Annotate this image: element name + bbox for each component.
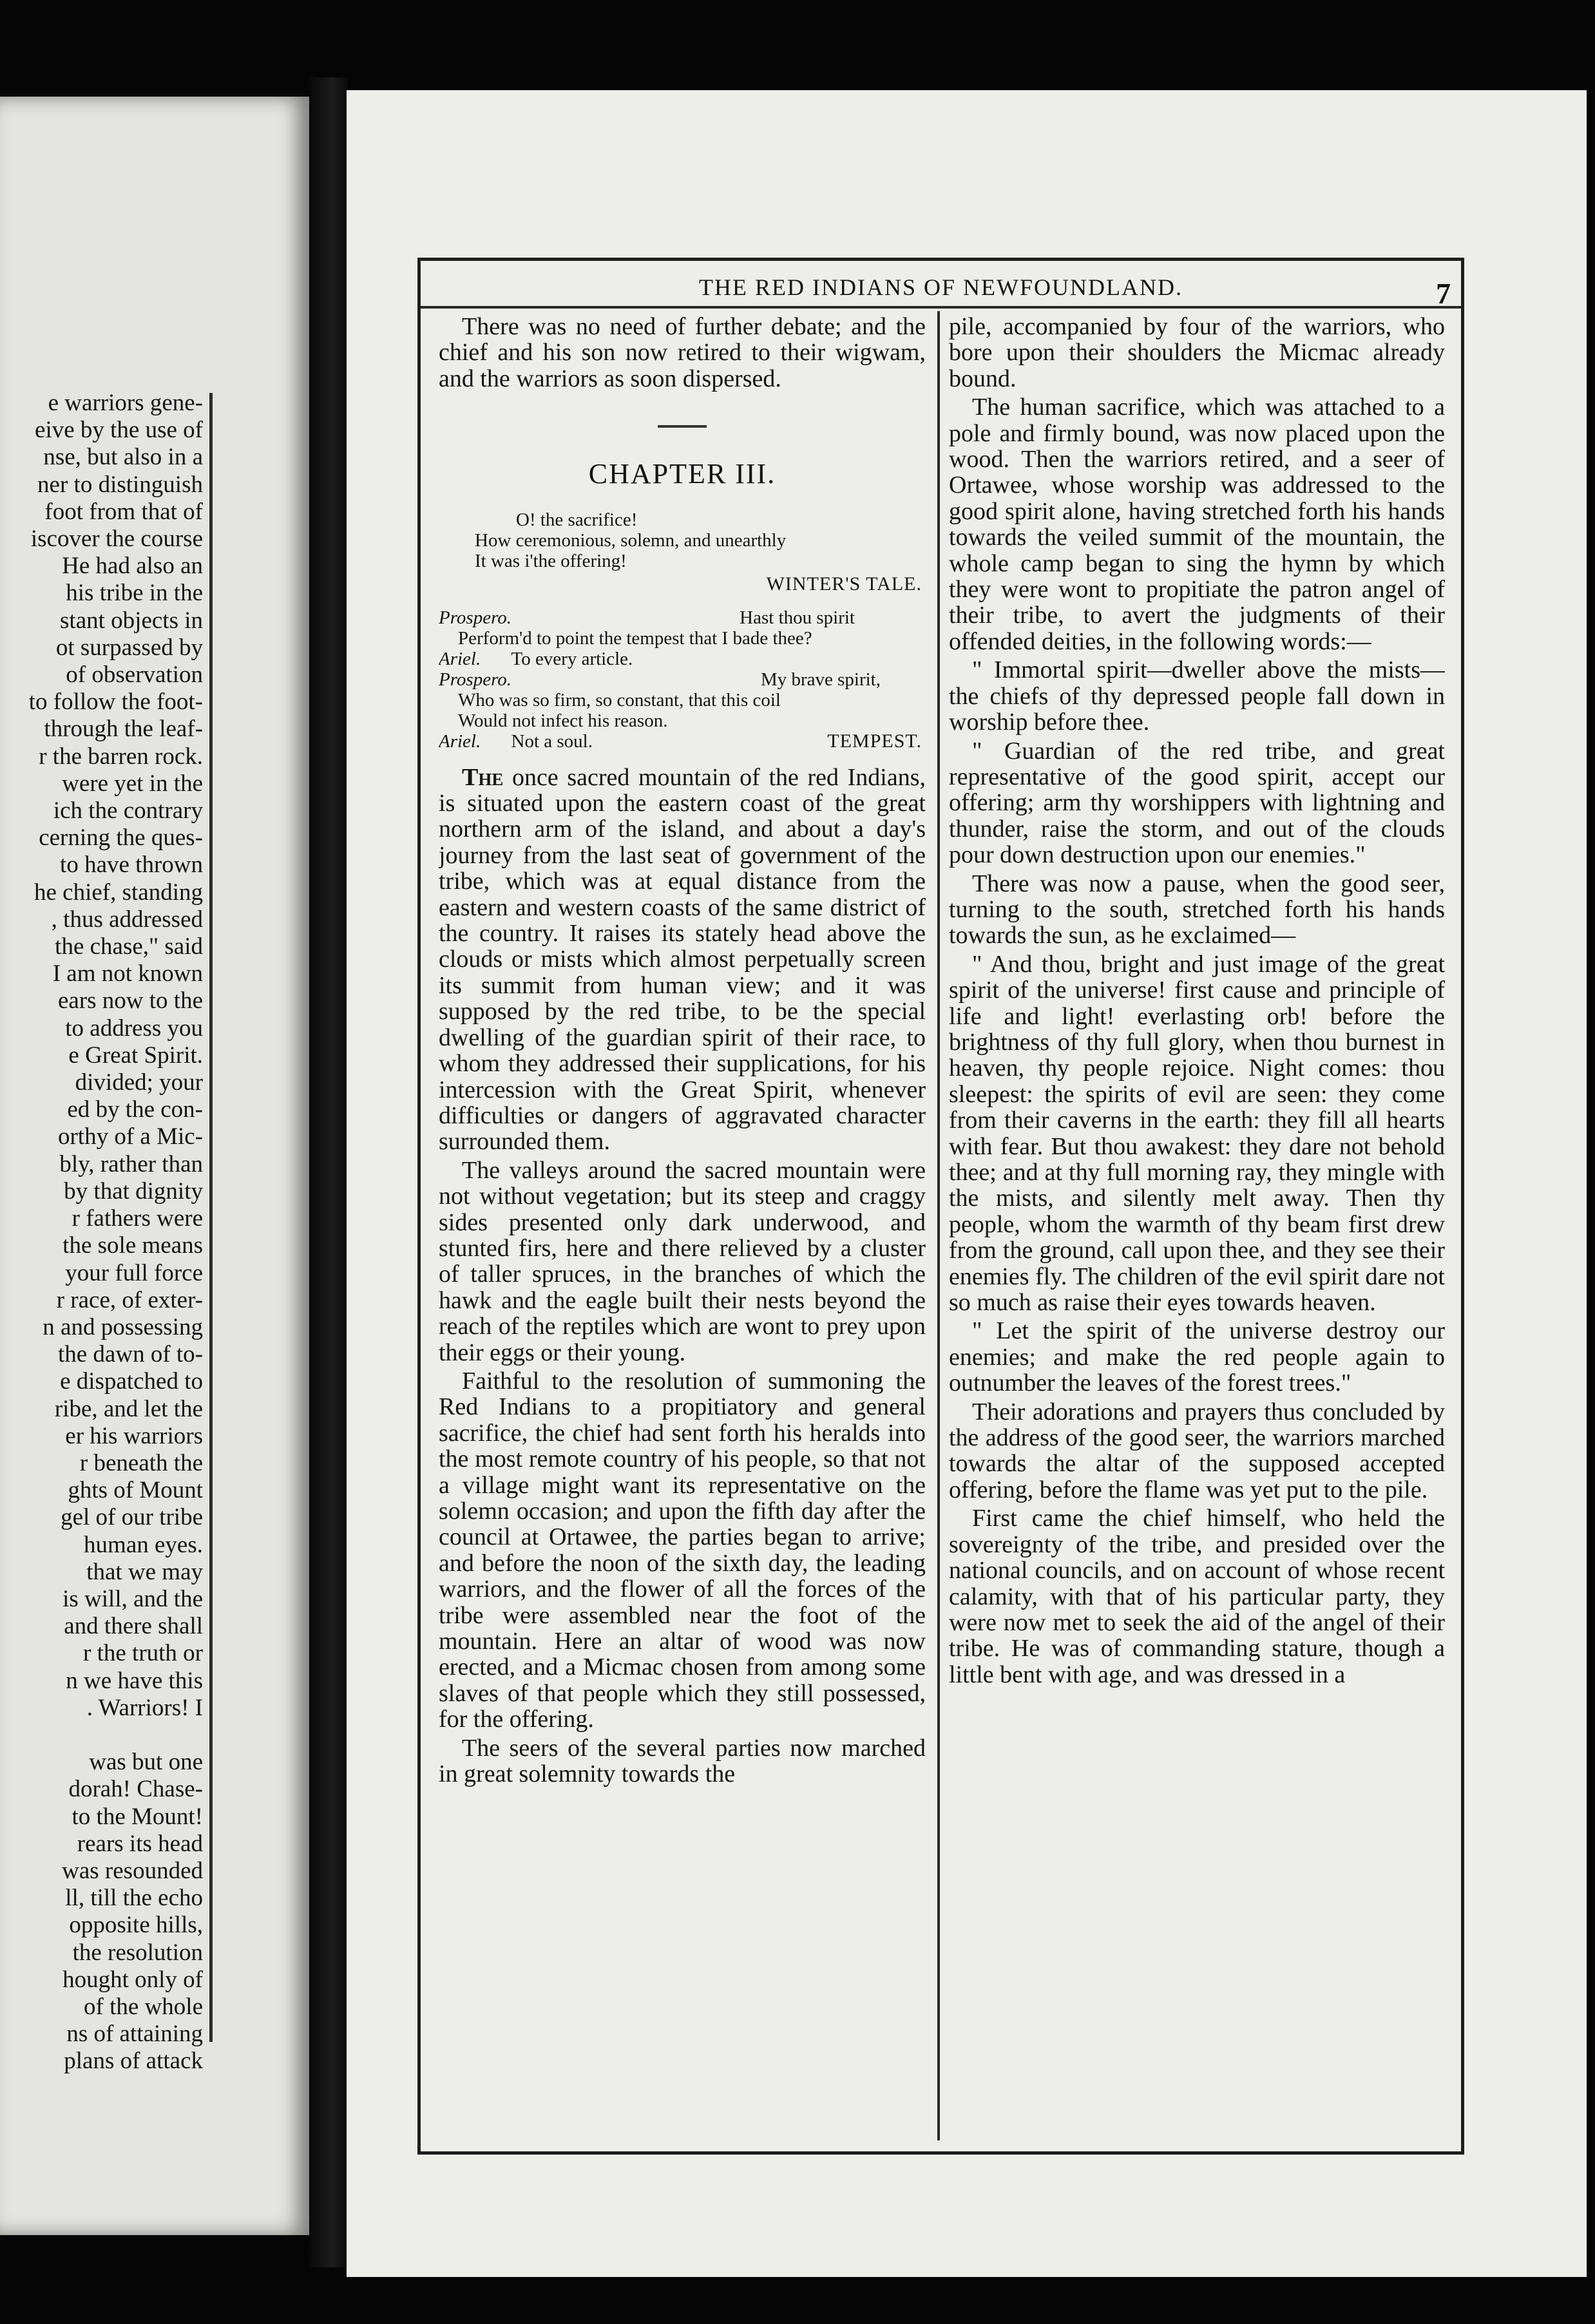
facing-page-line: hought only of: [62, 1966, 203, 1993]
facing-page-line: stant objects in: [60, 607, 203, 634]
facing-page-line: ears now to the: [57, 987, 203, 1014]
epigraph-line: O! the sacrifice!: [516, 509, 638, 530]
facing-page-line: . Warriors! I: [86, 1694, 203, 1721]
facing-page-line: to follow the foot-: [28, 689, 203, 716]
body-paragraph: There was now a pause, when the good seer, turning to the south, stretched forth his hands towards the sun, as he exclaimed—: [949, 870, 1445, 949]
facing-page-line: the resolution: [72, 1939, 203, 1966]
facing-page-line: e dispatched to: [60, 1368, 203, 1395]
facing-page-line: to have thrown: [60, 852, 203, 879]
facing-page-line: gel of our tribe: [61, 1504, 203, 1531]
facing-page-line: eive by the use of: [35, 417, 203, 444]
facing-page-line: the chase," said: [55, 933, 203, 960]
speaker-name: Prospero.: [439, 669, 512, 690]
facing-page-line: he chief, standing: [34, 879, 203, 906]
facing-page-line: r the barren rock.: [39, 743, 203, 770]
epigraph-winters-tale: [439, 510, 926, 595]
column-rule: [937, 311, 940, 2140]
facing-page-line: cerning the ques-: [39, 824, 203, 852]
epigraph-line: Who was so firm, so constant, that this coil: [458, 689, 781, 710]
facing-page-line: rears its head: [77, 1830, 203, 1857]
facing-page-line: is will, and the: [62, 1585, 203, 1612]
running-title: THE RED INDIANS OF NEWFOUNDLAND.: [699, 274, 1183, 300]
body-paragraph: Their adorations and prayers thus concluded by the address of the good seer, the warriors marched towards the altar of the supposed accepted offering, before the flame was yet put to the pile.: [949, 1398, 1445, 1503]
facing-page-line: his tribe in the: [66, 580, 203, 607]
facing-page-line: was but one: [89, 1749, 203, 1776]
body-paragraph: " Let the spirit of the universe destroy our enemies; and make the red people again to outnumber the leaves of the forest trees.": [949, 1317, 1445, 1397]
page-number: 7: [1436, 277, 1452, 310]
epigraph-line: [439, 731, 926, 752]
epigraph-source: WINTER'S TALE.: [766, 573, 922, 595]
body-paragraph: " And thou, bright and just image of the great spirit of the universe! first cause and principle of life and light! everlasting orb! before the brightness of thy full glory, when thou burnest in heaven, thy people rejoice. Night comes: thou sleepest: the spirits of evil are seen: they come from their caverns in the earth: they fill all hearts with fear. But thou awakest: they dare not behold thee; and at thy full morning ray, they mingle with the mists, and silently melt away. Then thy people, whom the warmth of thy beam first drew from the ground, call upon thee, and they see their enemies fly. The children of the evil spirit dare not so much as raise their eyes towards heaven.: [949, 950, 1445, 1317]
facing-page-line: your full force: [65, 1259, 203, 1286]
facing-page-fragment: [0, 97, 309, 2235]
facing-page-line: , thus addressed: [51, 906, 203, 933]
facing-page-line: ll, till the echo: [65, 1885, 203, 1912]
facing-page-line: r race, of exter-: [56, 1286, 203, 1313]
epigraph-line: It was i'the offering!: [475, 550, 627, 571]
facing-page-line: dorah! Chase-: [68, 1776, 203, 1803]
epigraph-source: TEMPEST.: [827, 730, 922, 752]
facing-page-line: to the Mount!: [72, 1803, 203, 1830]
book-gutter: [309, 77, 348, 2267]
facing-page-line: human eyes.: [84, 1531, 203, 1558]
speech-text: Not a soul.: [511, 730, 593, 752]
facing-page-line: were yet in the: [62, 770, 203, 797]
facing-page-line: ed by the con-: [67, 1096, 203, 1123]
facing-page-line: ner to distinguish: [37, 471, 203, 498]
speaker-name: Ariel.: [439, 648, 481, 669]
facing-page-line: by that dignity: [64, 1177, 203, 1205]
body-paragraph: Faithful to the resolution of summoning the Red Indians to a propitiatory and general sacrifice, the chief had sent forth his heralds into the most remote country of his people, so that not a village might want its representative on the solemn occasion; and upon the fifth day after the council at Ortawee, the parties began to arrive; and before the noon of the sixth day, the leading warriors, and the flower of all the forces of the tribe were assembled near the foot of the mountain. Here an altar of wood was now erected, and a Micmac chosen from among some slaves of that people which they still possessed, for the offering.: [439, 1367, 926, 1733]
facing-page-line: that we may: [86, 1558, 203, 1585]
facing-page-line: n we have this: [66, 1667, 203, 1694]
facing-page-line: divided; your: [75, 1069, 203, 1096]
facing-page-line: plans of attack: [64, 2048, 203, 2075]
body-paragraph: The seers of the several parties now marched in great solemnity towards the: [439, 1734, 926, 1788]
body-paragraph: " Guardian of the red tribe, and great representative of the good spirit, accept our offering; arm thy worshippers with lightning and thunder, raise the storm, and out of the clouds pour down destruction upon our enemies.": [949, 737, 1445, 869]
facing-page-line: nse, but also in a: [43, 444, 203, 471]
facing-page-line: through the leaf-: [44, 716, 203, 743]
chapter-title: CHAPTER III.: [588, 458, 776, 490]
facing-page-line: the dawn of to-: [57, 1341, 203, 1368]
epigraph-line: Perform'd to point the tempest that I bade thee?: [458, 627, 812, 649]
facing-page-line: to address you: [65, 1014, 203, 1042]
facing-page-line: ot surpassed by: [55, 634, 203, 661]
epigraph-line: [439, 649, 926, 669]
facing-page-line: e warriors gene-: [48, 390, 203, 416]
speaker-name: Prospero.: [439, 607, 512, 628]
facing-page-line: I am not known: [52, 960, 203, 987]
running-header: [421, 269, 1461, 309]
facing-page-line: He had also an: [62, 553, 203, 580]
page-frame: [417, 258, 1464, 2155]
facing-page-line: the sole means: [62, 1232, 203, 1259]
facing-page-line: iscover the course: [30, 526, 203, 553]
facing-page-line: e Great Spirit.: [68, 1042, 203, 1069]
left-column: [439, 314, 926, 1789]
body-paragraph: The valleys around the sacred mountain were not without vegetation; but its steep and craggy sides presented only dark underwood, and stunted firs, here and there relieved by a cluster of taller spruces, in the branches of which the hawk and the eagle built their nests beyond the reach of the reptiles which are wont to prey upon their eggs or their young.: [439, 1156, 926, 1366]
facing-page-line: ich the contrary: [53, 797, 203, 824]
facing-page-line: of the whole: [84, 1993, 203, 2020]
book-page: [347, 90, 1587, 2277]
facing-page-line: er his warriors: [65, 1422, 203, 1449]
facing-page-line: ns of attaining: [66, 2021, 203, 2048]
speaker-name: Ariel.: [439, 730, 481, 752]
body-paragraph: " Immortal spirit—dweller above the mists—the chiefs of thy depressed people fall down in worship before thee.: [949, 656, 1445, 736]
facing-page-line: bly, rather than: [59, 1150, 203, 1177]
body-paragraph: The human sacrifice, which was attached to a pole and firmly bound, was now placed upon the wood. Then the warriors retired, and a seer of Ortawee, whose worship was addressed to the good spirit alone, having stretched forth his hands towards the veiled summit of the mountain, the whole camp began to sing the hymn by which they were wont to propitiate the patron angel of their tribe, to avert the judgments of their offended deities, in the following words:—: [949, 394, 1445, 655]
facing-page-line: orthy of a Mic-: [57, 1123, 203, 1150]
facing-page-column-rule: [209, 393, 213, 2042]
opening-paragraph: There was no need of further debate; and the chief and his son now retired to their wigwam, and the warriors as soon dispersed.: [439, 314, 926, 392]
facing-page-line: and there shall: [64, 1613, 203, 1640]
speech-text: My brave spirit,: [760, 669, 881, 690]
section-separator: [658, 425, 707, 428]
facing-page-line: [0, 1722, 203, 1749]
facing-page-line: r fathers were: [72, 1205, 203, 1232]
facing-page-line: opposite hills,: [69, 1912, 203, 1939]
speech-text: To every article.: [511, 648, 633, 669]
right-column: [949, 314, 1445, 1690]
facing-page-line: n and possessing: [43, 1313, 203, 1340]
facing-page-line: r the truth or: [83, 1640, 203, 1667]
facing-page-line: ribe, and let the: [54, 1395, 203, 1422]
facing-page-line: foot from that of: [44, 498, 203, 525]
first-word: The: [462, 763, 504, 791]
epigraph-tempest: [439, 607, 926, 752]
body-paragraph: The once sacred mountain of the red Indians, is situated upon the eastern coast of the great northern arm of the island, and about a day's journey from the last seat of government of the tribe, which was at equal distance from the eastern and western coasts of the same district of the country. It raises its stately head above the clouds or mists which almost perpetually screen its summit from human view; and it was supposed by the red tribe, to be the special dwelling of the guardian spirit of their race, to whom they addressed their supplications, for his intercession with the Great Spirit, whenever difficulties or dangers of aggravated character surrounded them.: [439, 763, 926, 1156]
body-paragraph: pile, accompanied by four of the warriors, who bore upon their shoulders the Micmac already bound.: [949, 314, 1445, 392]
epigraph-line: [439, 669, 926, 690]
facing-page-line: of observation: [66, 662, 203, 689]
epigraph-line: Would not infect his reason.: [458, 710, 668, 731]
facing-page-text: [0, 390, 203, 2075]
epigraph-line: How ceremonious, solemn, and unearthly: [475, 529, 787, 551]
facing-page-line: r beneath the: [79, 1449, 203, 1476]
facing-page-line: was resounded: [62, 1857, 203, 1884]
body-paragraph: First came the chief himself, who held the sovereignty of the tribe, and presided over the national councils, and on account of whose recent calamity, with that of his particular party, they were now met to seek the aid of the angel of their tribe. He was of commanding stature, though a little bent with age, and was dressed in a: [949, 1505, 1445, 1688]
epigraph-line: [439, 607, 926, 628]
facing-page-line: ghts of Mount: [68, 1477, 203, 1504]
speech-text: Hast thou spirit: [740, 607, 855, 628]
